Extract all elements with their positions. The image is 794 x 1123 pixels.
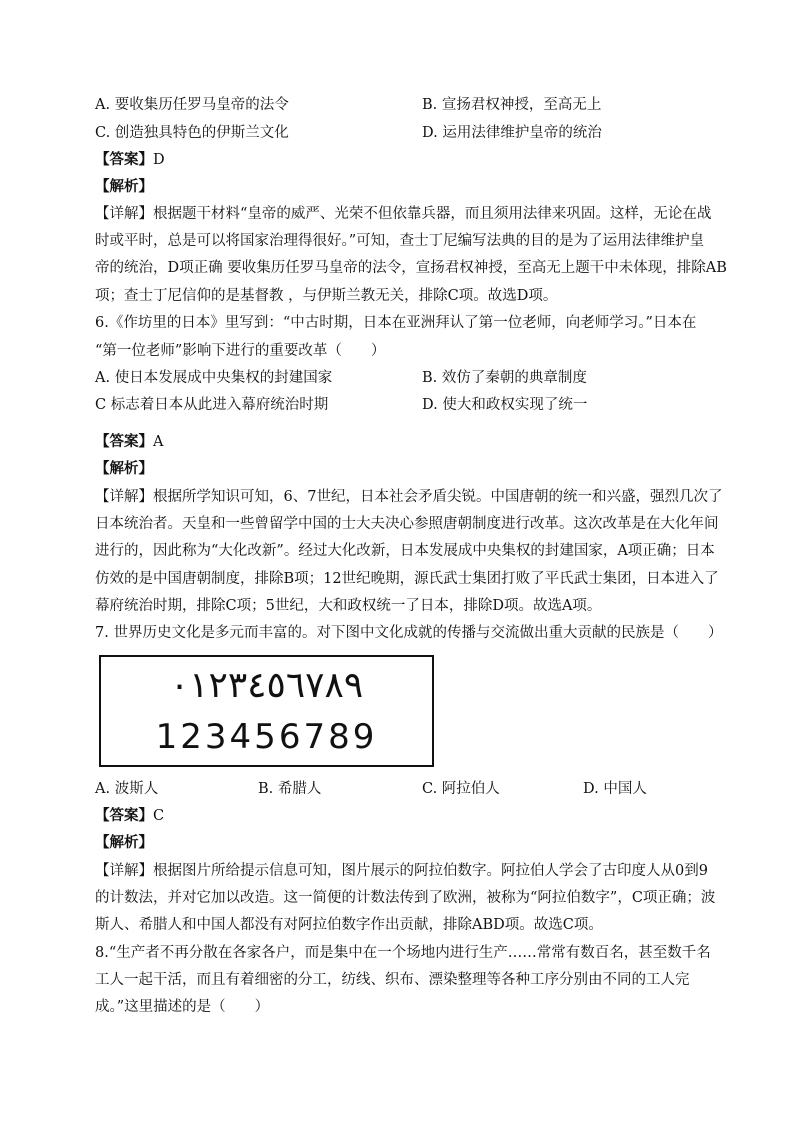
q5-option-d: D. 运用法律维护皇帝的统治 <box>422 125 602 141</box>
q7-detail-line-1: 【详解】根据图片所给提示信息可知，图片展示的阿拉伯数字。阿拉伯人学会了古印度人从0到9 <box>95 863 708 879</box>
answer-value: D <box>153 152 165 168</box>
q7-option-d: D. 中国人 <box>583 781 647 797</box>
answer-label: 【答案】 <box>95 807 153 824</box>
q5-detail-line-1: 【详解】根据题干材料“皇帝的威严、光荣不但依靠兵器，而且须用法律来巩固。这样，无论在战 <box>95 206 712 222</box>
q6-detail-line-4: 仿效的是中国唐朝制度，排除B项；12世纪晚期，源氏武士集团打败了平氏武士集团，日本进入了 <box>95 571 719 587</box>
q7-answer <box>95 807 164 825</box>
q6-detail-line-3: 进行的，因此称为“大化改新”。经过大化改新，日本发展成中央集权的封建国家，A项正确；日本 <box>95 543 715 559</box>
q6-detail-line-1: 【详解】根据所学知识可知，6、7世纪，日本社会矛盾尖锐。中国唐朝的统一和兴盛，强烈几次了 <box>95 489 723 505</box>
answer-label: 【答案】 <box>95 433 153 450</box>
q6-detail-line-5: 幕府统治时期，排除C项；5世纪，大和政权统一了日本，排除D项。故选A项。 <box>95 598 602 614</box>
q7-option-a: A. 波斯人 <box>95 781 159 797</box>
q5-answer <box>95 151 165 169</box>
q6-stem-line-1: 6.《作坊里的日本》里写到：“中古时期，日本在亚洲拜认了第一位老师，向老师学习。”日本在 <box>95 315 697 331</box>
q5-option-c: C. 创造独具特色的伊斯兰文化 <box>95 125 289 141</box>
q6-stem-line-2: “第一位老师”影响下进行的重要改革（ ） <box>95 343 386 359</box>
q6-option-a: A. 使日本发展成中央集权的封建国家 <box>95 370 333 386</box>
q6-option-c: C 标志着日本从此进入幕府统治时期 <box>95 397 329 413</box>
q8-stem-line-3: 成。”这里描述的是（ ） <box>95 999 270 1015</box>
answer-value: C <box>153 808 165 824</box>
q6-detail-line-2: 日本统治者。天皇和一些曾留学中国的士大夫决心参照唐朝制度进行改革。这次改革是在大化年间 <box>95 516 719 532</box>
q5-option-b: B. 宣扬君权神授，至高无上 <box>422 97 602 113</box>
answer-label: 【答案】 <box>95 151 153 168</box>
numerals-figure <box>99 655 434 767</box>
q5-detail-line-4: 项；查士丁尼信仰的是基督教 ，与伊斯兰教无关，排除C项。故选D项。 <box>95 288 558 304</box>
answer-value: A <box>153 434 164 450</box>
western-numerals-row: 123456789 <box>155 717 378 757</box>
q6-analysis-label: 【解析】 <box>95 460 153 477</box>
q7-detail-line-3: 斯人、希腊人和中国人都没有对阿拉伯数字作出贡献，排除ABD项。故选C项。 <box>95 917 603 933</box>
q7-analysis-label: 【解析】 <box>95 834 153 851</box>
q5-detail-line-2: 时或平时，总是可以将国家治理得很好。”可知，查士丁尼编写法典的目的是为了运用法律维护皇 <box>95 233 705 249</box>
q6-option-d: D. 使大和政权实现了统一 <box>422 397 588 413</box>
q6-option-b: B. 效仿了秦朝的典章制度 <box>422 370 587 386</box>
q7-stem: 7. 世界历史文化是多元而丰富的。对下图中文化成就的传播与交流做出重大贡献的民族是（ ） <box>95 625 723 641</box>
q7-option-b: B. 希腊人 <box>258 781 322 797</box>
q8-stem-line-1: 8.“生产者不再分散在各家各户，而是集中在一个场地内进行生产……常常有数百名，甚至数千名 <box>95 945 711 961</box>
q7-detail-line-2: 的计数法，并对它加以改造。这一简便的计数法传到了欧洲，被称为“阿拉伯数字”，C项正确；波 <box>95 890 716 906</box>
q7-option-c: C. 阿拉伯人 <box>422 781 500 797</box>
q8-stem-line-2: 工人一起干活，而且有着细密的分工，纺线、织布、漂染整理等各种工序分别由不同的工人完 <box>95 972 690 988</box>
q5-analysis-label: 【解析】 <box>95 178 153 195</box>
q6-answer <box>95 433 163 451</box>
q5-detail-line-3: 帝的统治，D项正确 要收集历任罗马皇帝的法令，宣扬君权神授，至高无上题干中未体现，排除AB <box>95 260 727 276</box>
q5-option-a: A. 要收集历任罗马皇帝的法令 <box>95 97 289 113</box>
arabic-numerals-row: ٠١٢٣٤٥٦٧٨٩ <box>169 665 364 706</box>
